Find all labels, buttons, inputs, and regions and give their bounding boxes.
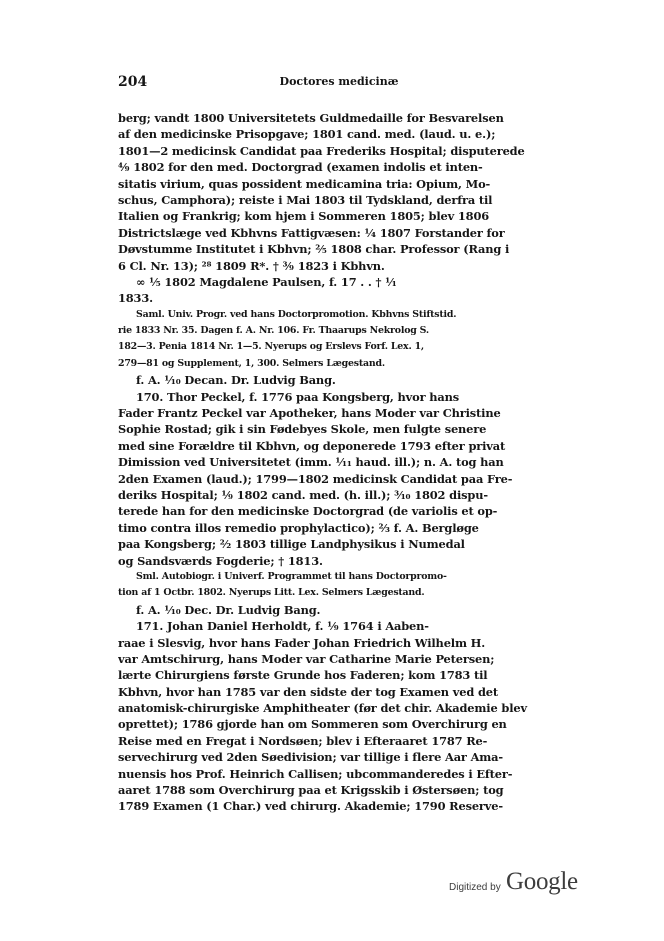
text-line: aaret 1788 som Overchirurg paa et Krigsskib i Østersøen; tog <box>118 783 504 798</box>
text-line: anatomisk-chirurgiske Amphitheater (før det chir. Akademie blev <box>118 701 527 716</box>
text-line: timo contra illos remedio prophylactico); ²⁄₃ f. A. Bergløge <box>118 520 479 535</box>
text-line: Kbhvn, hvor han 1785 var den sidste der tog Examen ved det <box>118 684 498 699</box>
source-note: Sml. Autobiogr. i Univerf. Programmet til hans Doctorpromo- <box>136 570 447 582</box>
source-note: Saml. Univ. Progr. ved hans Doctorpromotion. Kbhvns Stiftstid. <box>136 308 457 320</box>
source-note: tion af 1 Octbr. 1802. Nyerups Litt. Lex. Selmers Lægestand. <box>118 587 425 599</box>
text-line: Italien og Frankrig; kom hjem i Sommeren 1805; blev 1806 <box>118 209 489 224</box>
text-line: deriks Hospital; ¹⁄₉ 1802 cand. med. (h. ill.); ³⁄₁₀ 1802 dispu- <box>118 487 488 502</box>
text-line: af den medicinske Prisopgave; 1801 cand. med. (laud. u. e.); <box>118 127 496 142</box>
source-note: 279—81 og Supplement, 1, 300. Selmers Lægestand. <box>118 357 385 369</box>
google-logo: Google <box>506 868 578 895</box>
text-line: Districtslæge ved Kbhvns Fattigvæsen: ¹⁄₄ 1807 Forstander for <box>118 225 505 240</box>
text-line: terede han for den medicinske Doctorgrad (de variolis et op- <box>118 504 498 519</box>
text-line: berg; vandt 1800 Universitetets Guldmedaille for Besvarelsen <box>118 111 504 125</box>
text-line: paa Kongsberg; ²⁄₂ 1803 tillige Landphysikus i Numedal <box>118 537 465 552</box>
text-line: 1833. <box>118 291 153 306</box>
running-head: Doctores medicinæ <box>279 75 399 88</box>
text-line: 6 Cl. Nr. 13); ²⁸ 1809 R*. † ³⁄₉ 1823 i Kbhvn. <box>118 258 385 273</box>
text-line: 1789 Examen (1 Char.) ved chirurg. Akademie; 1790 Reserve- <box>118 799 503 814</box>
digitized-by-google-watermark <box>449 868 589 902</box>
text-line: Dimission ved Universitetet (imm. ¹⁄₁₁ haud. ill.); n. A. tog han <box>118 455 504 470</box>
digitized-label: Digitized by <box>449 882 501 893</box>
text-line: Døvstumme Institutet i Kbhvn; ²⁄₅ 1808 char. Professor (Rang i <box>118 242 510 257</box>
text-line: Reise med en Fregat i Nordsøen; blev i Efteraaret 1787 Re- <box>118 733 488 748</box>
page-number: 204 <box>118 74 148 90</box>
source-note: rie 1833 Nr. 35. Dagen f. A. Nr. 106. Fr. Thaarups Nekrolog S. <box>118 325 429 337</box>
entry-heading-171: 171. Johan Daniel Herholdt, f. ¹⁄₉ 1764 i Aaben- <box>136 619 429 634</box>
promotion-line: f. A. ¹⁄₁₀ Dec. Dr. Ludvig Bang. <box>136 602 321 617</box>
text-line: lærte Chirurgiens første Grunde hos Faderen; kom 1783 til <box>118 668 488 683</box>
text-line: ⁴⁄₉ 1802 for den med. Doctorgrad (examen indolis et inten- <box>118 160 483 175</box>
marriage-line: ∞ ¹⁄₅ 1802 Magdalene Paulsen, f. 17 . . † ¹⁄₁ <box>136 274 397 289</box>
text-line: oprettet); 1786 gjorde han om Sommeren som Overchirurg en <box>118 717 507 732</box>
text-line: med sine Forældre til Kbhvn, og deponerede 1793 efter privat <box>118 438 506 453</box>
text-line: sitatis virium, quas possident medicamina tria: Opium, Mo- <box>118 176 491 191</box>
text-line: var Amtschirurg, hans Moder var Catharine Marie Petersen; <box>118 651 495 666</box>
text-line: Fader Frantz Peckel var Apotheker, hans Moder var Christine <box>118 406 501 421</box>
text-line: Sophie Rostad; gik i sin Fødebyes Skole, men fulgte senere <box>118 422 487 437</box>
text-line: og Sandsværds Fogderie; † 1813. <box>118 553 323 568</box>
text-line: 1801—2 medicinsk Candidat paa Frederiks Hospital; disputerede <box>118 143 525 158</box>
text-line: raae i Slesvig, hvor hans Fader Johan Friedrich Wilhelm H. <box>118 635 486 650</box>
entry-heading-170: 170. Thor Peckel, f. 1776 paa Kongsberg, hvor hans <box>136 389 459 404</box>
page-header <box>118 74 560 94</box>
source-note: 182—3. Penia 1814 Nr. 1—5. Nyerups og Erslevs Forf. Lex. 1, <box>118 341 424 353</box>
page-body <box>118 110 561 815</box>
promotion-line: f. A. ¹⁄₁₀ Decan. Dr. Ludvig Bang. <box>136 373 336 388</box>
text-line: 2den Examen (laud.); 1799—1802 medicinsk Candidat paa Fre- <box>118 471 513 486</box>
text-line: schus, Camphora); reiste i Mai 1803 til Tydskland, derfra til <box>118 192 493 207</box>
text-line: nuensis hos Prof. Heinrich Callisen; ubcommanderedes i Efter- <box>118 766 513 781</box>
text-line: servechirurg ved 2den Søedivision; var tillige i flere Aar Ama- <box>118 750 503 765</box>
